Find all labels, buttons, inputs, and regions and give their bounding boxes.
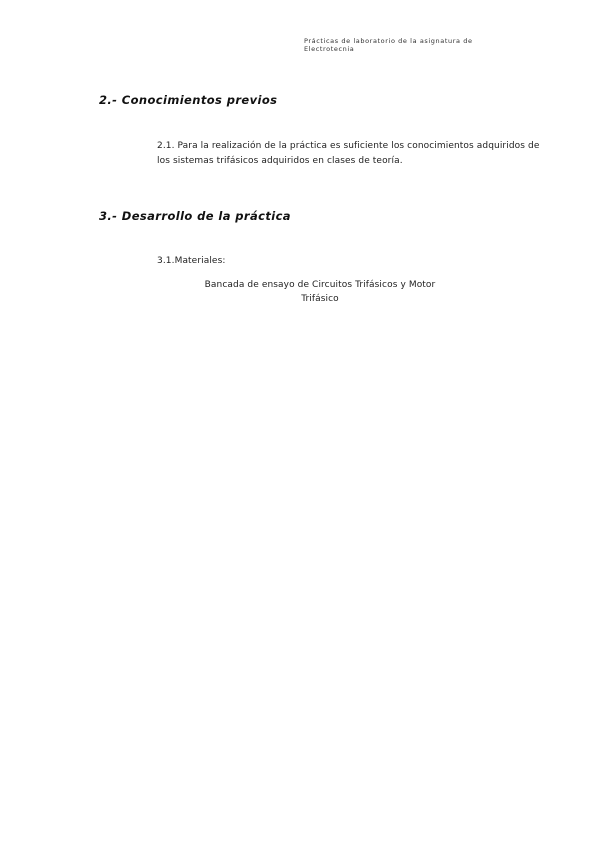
header-line-1: Prácticas de laboratorio de la asignatura de xyxy=(304,37,473,45)
materials-line: Trifásico xyxy=(301,293,339,304)
materials-line: Bancada de ensayo de Circuitos Trifásicos y Motor xyxy=(204,280,436,290)
header-line-2: Electrotecnia xyxy=(304,45,355,53)
subheading-text: 3.1.Materiales: xyxy=(157,256,226,266)
materials-list xyxy=(170,279,470,306)
section-heading-conocimientos: 2.- Conocimientos previos xyxy=(99,93,278,107)
paragraph-line: 2.1. Para la realización de la práctica es suficiente los conocimientos adquiridos de xyxy=(157,141,540,151)
paragraph-2-1 xyxy=(157,139,557,168)
page-header xyxy=(304,37,473,53)
subheading-materiales xyxy=(157,254,557,269)
section-heading-desarrollo: 3.- Desarrollo de la práctica xyxy=(99,209,291,223)
paragraph-line: los sistemas trifásicos adquiridos en clases de teoría. xyxy=(157,155,403,166)
